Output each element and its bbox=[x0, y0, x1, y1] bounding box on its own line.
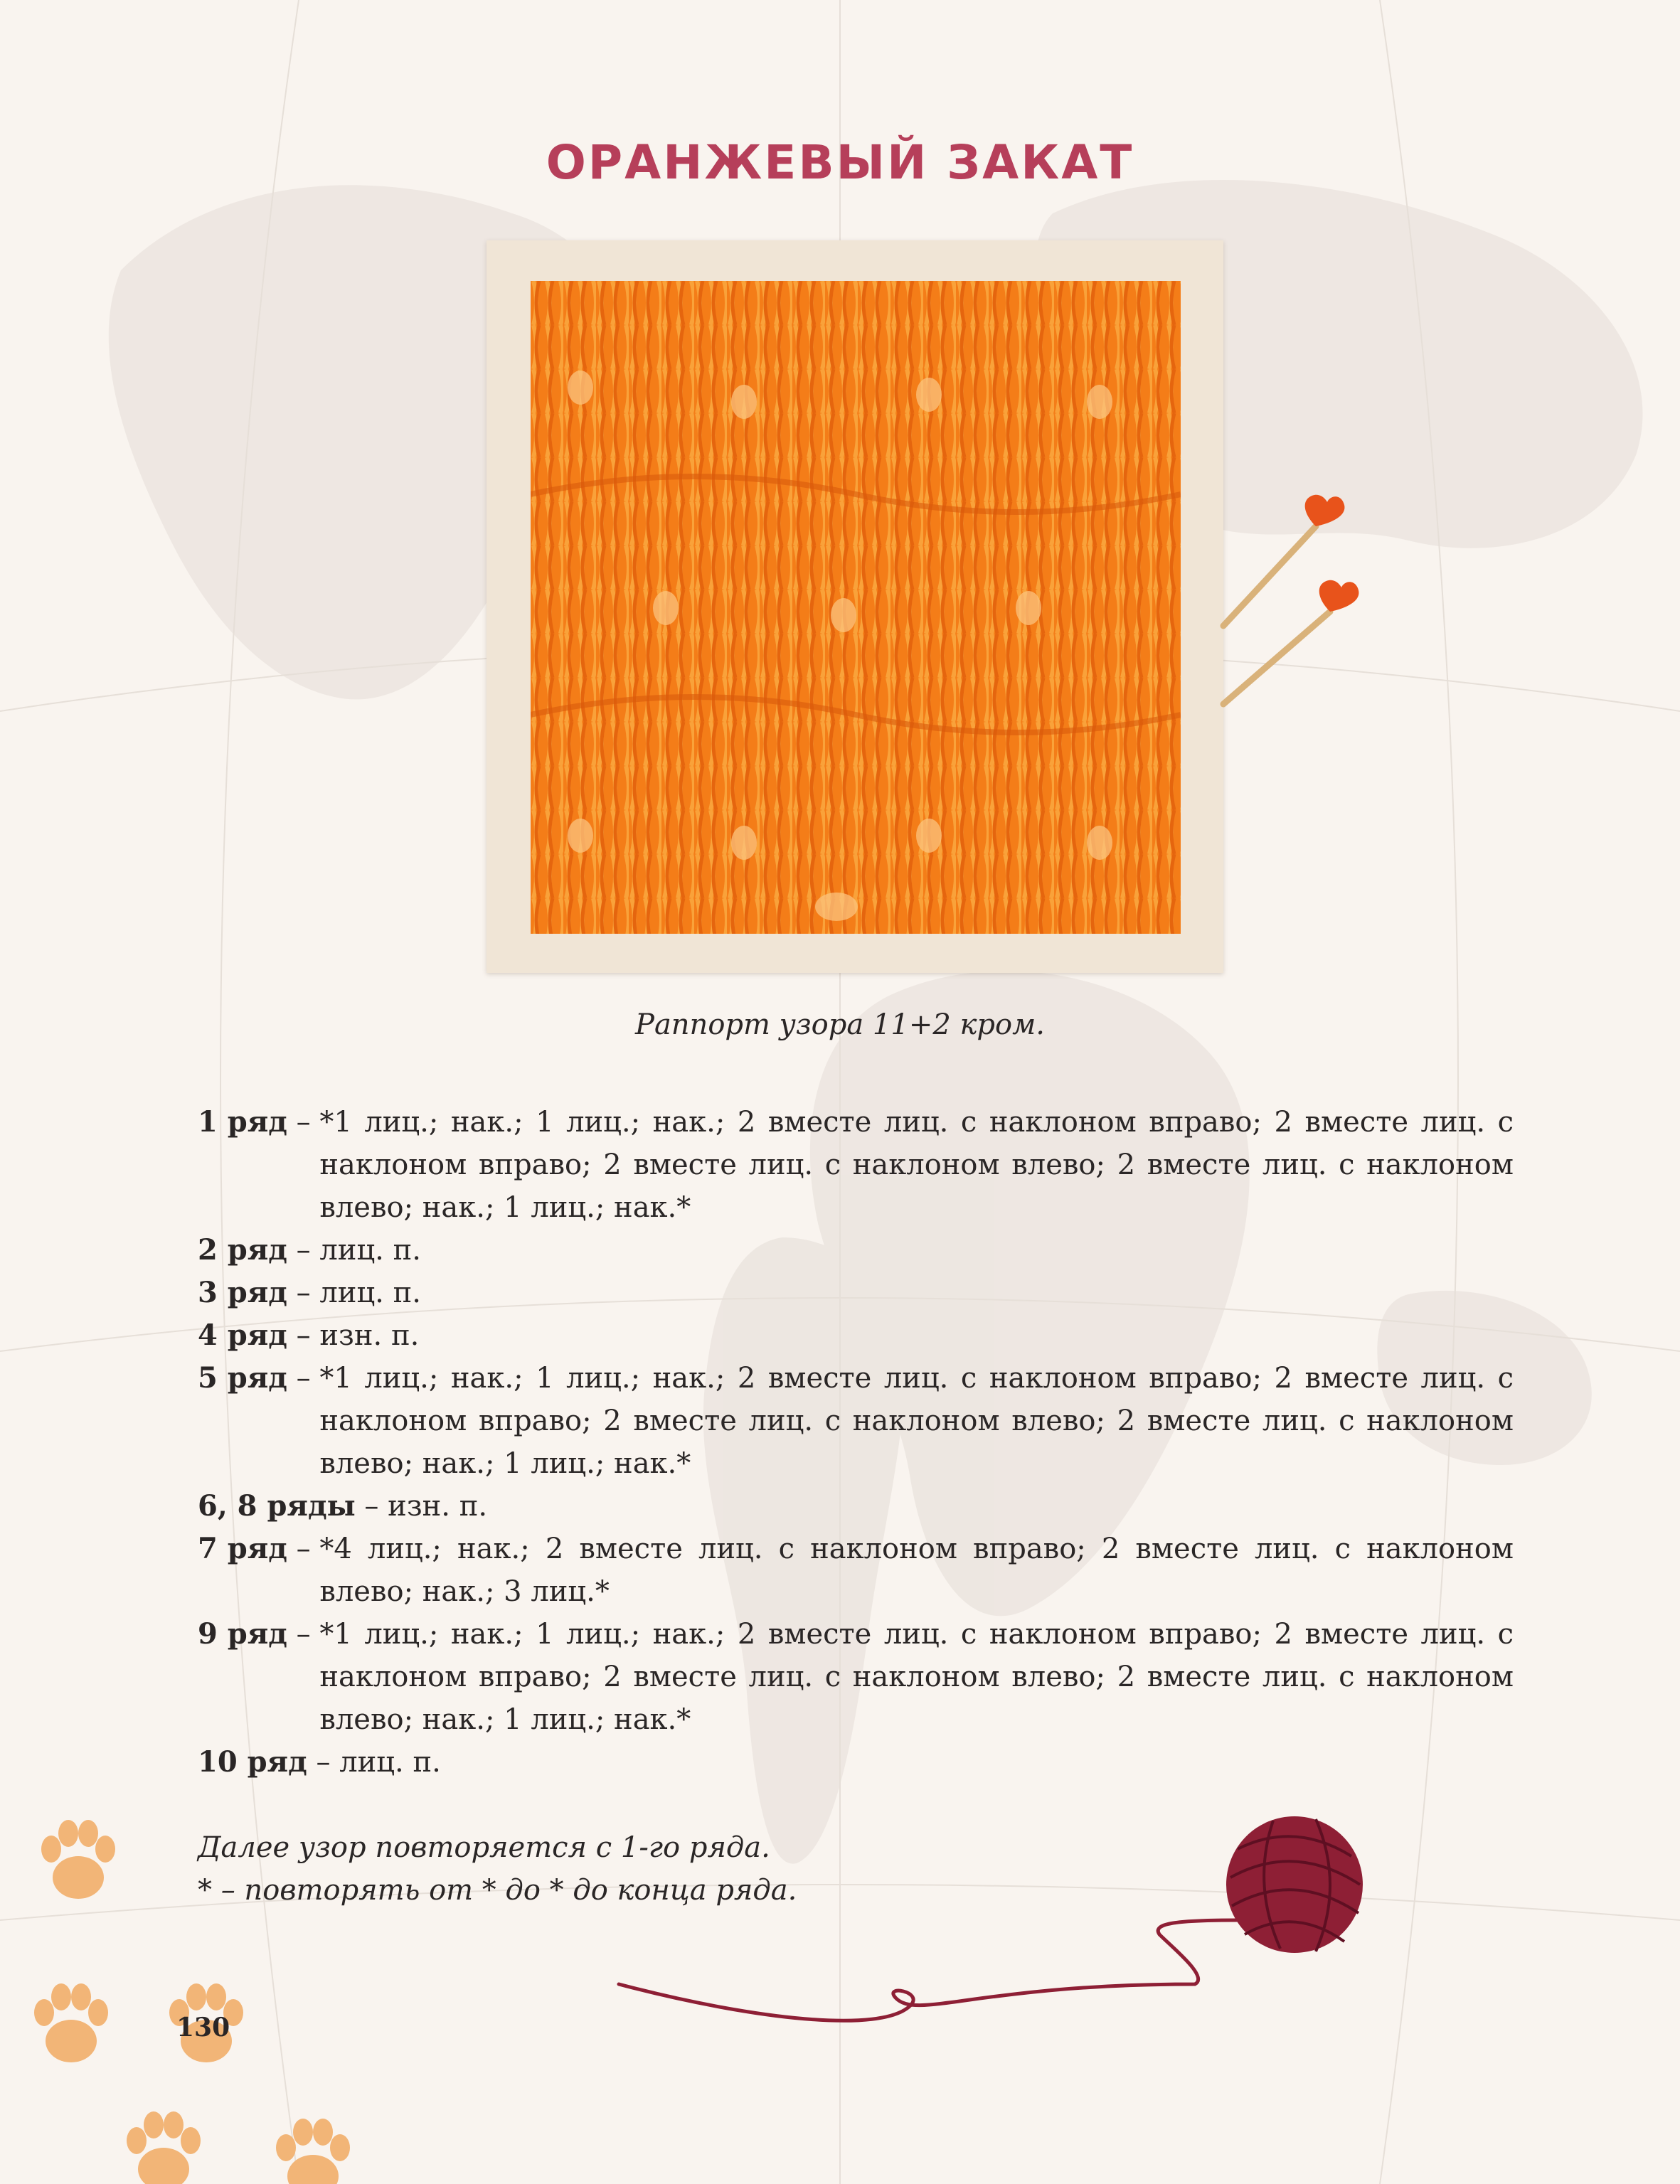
row-5 bbox=[198, 1357, 1514, 1485]
row-dash: – bbox=[287, 1533, 320, 1565]
row-label: 7 ряд bbox=[198, 1532, 287, 1565]
pattern-title: ОРАНЖЕВЫЙ ЗАКАТ bbox=[546, 135, 1134, 190]
row-label: 2 ряд bbox=[198, 1233, 287, 1267]
note-asterisk-meaning: * – повторять от * до * до конца ряда. bbox=[198, 1874, 797, 1907]
row-label: 4 ряд bbox=[198, 1319, 287, 1352]
row-label: 5 ряд bbox=[198, 1361, 287, 1395]
row-label: 1 ряд bbox=[198, 1105, 287, 1139]
row-10 bbox=[198, 1741, 1514, 1784]
row-dash: – bbox=[287, 1106, 320, 1139]
row-7 bbox=[198, 1528, 1514, 1613]
row-label: 3 ряд bbox=[198, 1276, 287, 1309]
row-text: *4 лиц.; нак.; 2 вместе лиц. с наклоном вправо; 2 вместе лиц. с наклоном влево; нак.; 3 лиц.* bbox=[319, 1533, 1514, 1608]
row-dash: – bbox=[287, 1362, 320, 1395]
row-dash: – bbox=[355, 1490, 388, 1523]
knitted-swatch-photo bbox=[531, 281, 1181, 934]
row-6-8 bbox=[198, 1485, 1514, 1528]
row-3 bbox=[198, 1272, 1514, 1314]
row-text: лиц. п. bbox=[319, 1234, 421, 1267]
row-text: изн. п. bbox=[319, 1319, 420, 1352]
row-text: изн. п. bbox=[388, 1490, 488, 1523]
row-dash: – bbox=[287, 1234, 320, 1267]
row-instructions bbox=[198, 1101, 1514, 1784]
note-repeat-from-row-1: Далее узор повторяется с 1-го ряда. bbox=[198, 1831, 770, 1864]
row-text: *1 лиц.; нак.; 1 лиц.; нак.; 2 вместе лиц. с наклоном вправо; 2 вместе лиц. с наклоном вправо; 2 вместе лиц. с наклоном влево; 2 вместе лиц. с наклоном влево; нак.; 1 лиц.; нак.* bbox=[319, 1362, 1514, 1480]
row-text: *1 лиц.; нак.; 1 лиц.; нак.; 2 вместе лиц. с наклоном вправо; 2 вместе лиц. с наклоном вправо; 2 вместе лиц. с наклоном влево; 2 вместе лиц. с наклоном влево; нак.; 1 лиц.; нак.* bbox=[319, 1618, 1514, 1736]
pattern-repeat-caption: Раппорт узора 11+2 кром. bbox=[635, 1008, 1045, 1041]
row-label: 6, 8 ряды bbox=[198, 1489, 356, 1523]
row-text: *1 лиц.; нак.; 1 лиц.; нак.; 2 вместе лиц. с наклоном вправо; 2 вместе лиц. с наклоном вправо; 2 вместе лиц. с наклоном влево; 2 вместе лиц. с наклоном влево; нак.; 1 лиц.; нак.* bbox=[319, 1106, 1514, 1224]
row-1 bbox=[198, 1101, 1514, 1229]
row-dash: – bbox=[287, 1319, 320, 1352]
row-text: лиц. п. bbox=[339, 1746, 441, 1779]
page-number: 130 bbox=[176, 2013, 230, 2042]
row-label: 10 ряд bbox=[198, 1745, 307, 1779]
paw-prints-decoration bbox=[0, 1792, 398, 2184]
knitting-needles-icon bbox=[1209, 484, 1380, 725]
row-9 bbox=[198, 1613, 1514, 1741]
row-dash: – bbox=[287, 1618, 320, 1651]
yarn-ball-icon bbox=[612, 1806, 1366, 2041]
row-2 bbox=[198, 1229, 1514, 1272]
row-dash: – bbox=[287, 1277, 320, 1309]
row-4 bbox=[198, 1314, 1514, 1357]
row-label: 9 ряд bbox=[198, 1617, 287, 1651]
row-text: лиц. п. bbox=[319, 1277, 421, 1309]
row-dash: – bbox=[307, 1746, 340, 1779]
